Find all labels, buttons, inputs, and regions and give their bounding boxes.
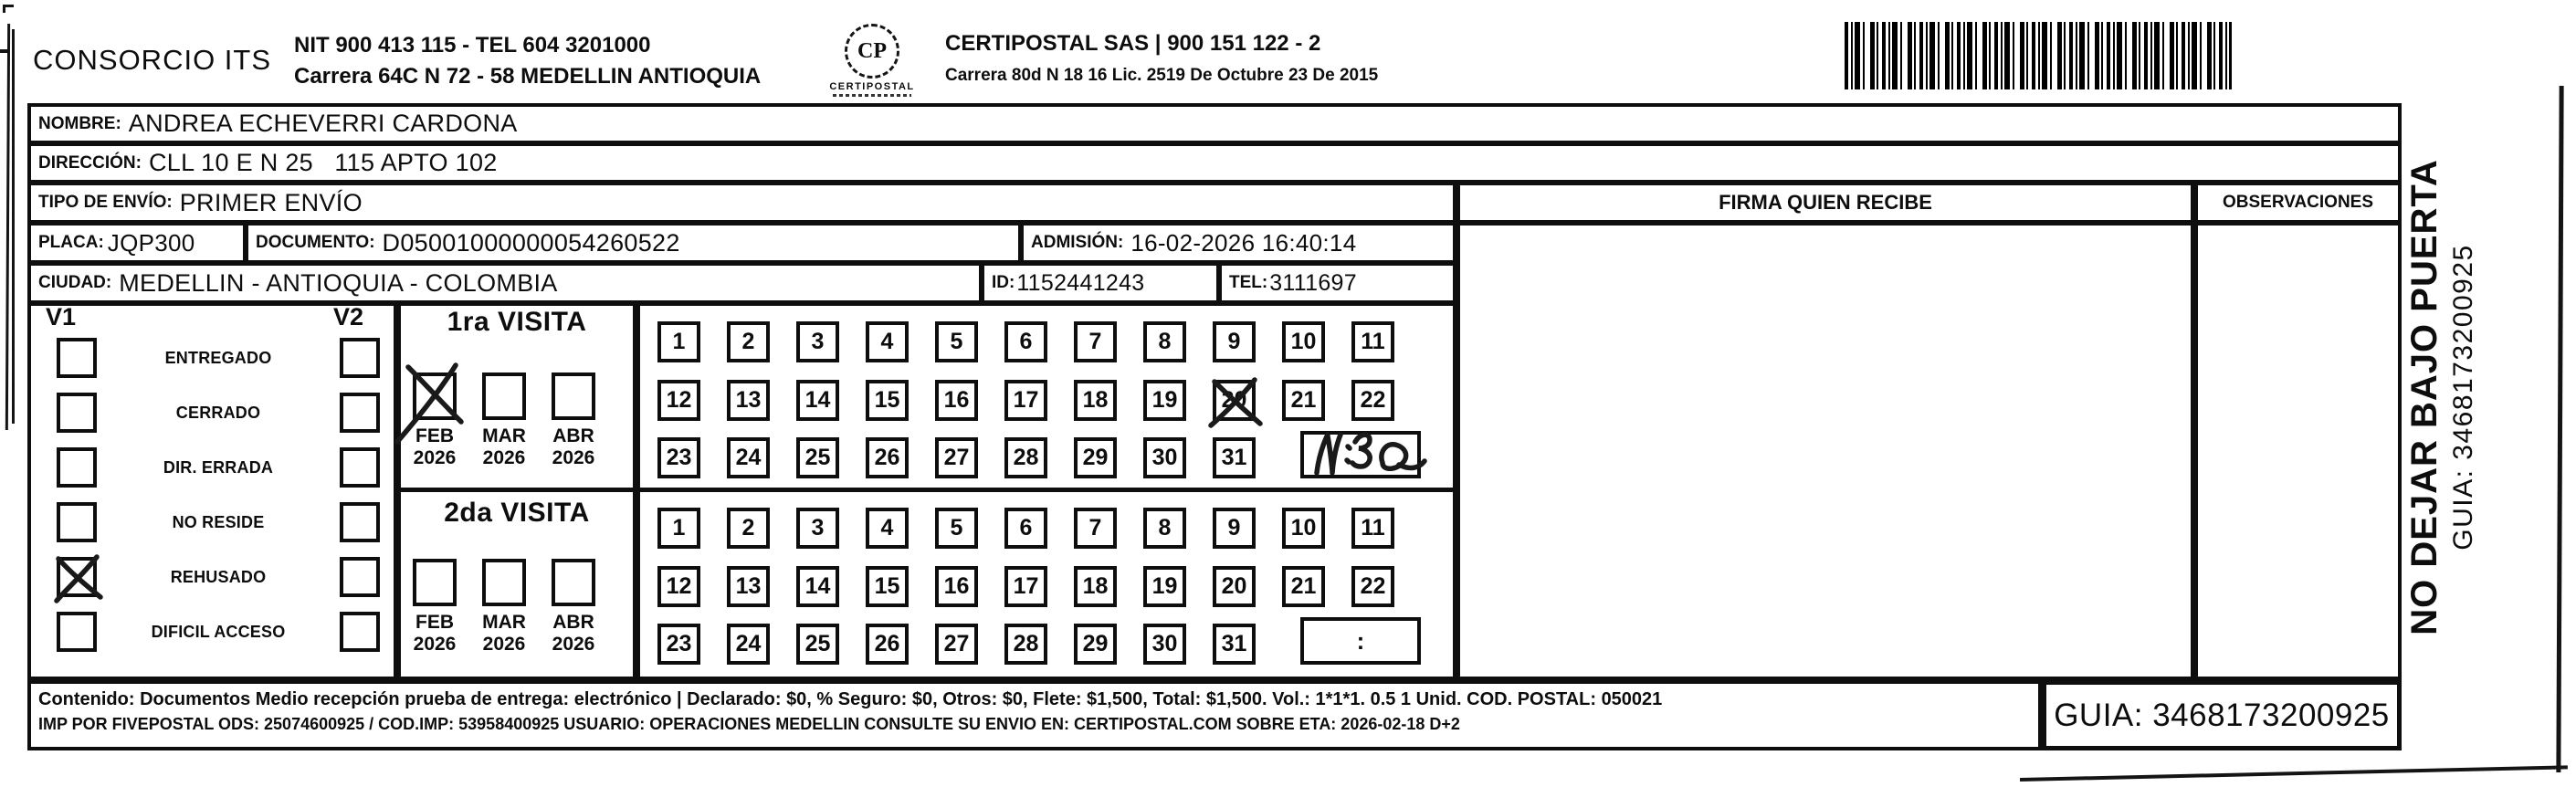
day-checkbox[interactable]: 19 <box>1143 566 1186 607</box>
day-checkbox[interactable]: 18 <box>1074 566 1117 607</box>
field-row-direccion <box>27 142 2402 184</box>
day-checkbox[interactable]: 13 <box>727 566 770 607</box>
admision-value: 16-02-2026 16:40:14 <box>1130 228 1357 257</box>
carrier-license-line: Carrera 80d N 18 16 Lic. 2519 De Octubre 23 De 2015 <box>945 66 1379 85</box>
day-checkbox[interactable]: 6 <box>1004 508 1047 549</box>
day-checkbox[interactable]: 25 <box>796 624 839 665</box>
day-checkbox[interactable]: 29 <box>1074 437 1117 478</box>
month-checkbox[interactable] <box>413 559 457 606</box>
day-checkbox[interactable]: 9 <box>1213 321 1256 362</box>
documento-label: DOCUMENTO: <box>256 233 375 252</box>
status-options-list <box>27 331 397 659</box>
month-label: FEB <box>415 425 454 446</box>
footer-content-line: Contenido: Documentos Medio recepción prueba de entrega: electrónico | Declarado: $0, % Seguro: $0, Otros: $0, Flete: $1,500, Total: $1,500. Vol.: 1*1*1. 0.5 1 Unid. COD. POSTAL: 050021 <box>38 689 1663 709</box>
day-checkbox[interactable]: 26 <box>866 624 909 665</box>
day-checkbox[interactable]: 2 <box>727 508 770 549</box>
month-label: MAR <box>482 612 526 633</box>
side-note <box>2403 82 2482 712</box>
day-checkbox[interactable]: 29 <box>1074 624 1117 665</box>
scan-artifact-right-edge <box>2556 86 2563 772</box>
day-checkbox[interactable]: 25 <box>796 437 839 478</box>
day-checkbox[interactable]: 20 <box>1213 380 1256 421</box>
first-visit-title: 1ra VISITA <box>447 307 587 337</box>
tel-label: TEL: <box>1229 273 1268 292</box>
v2-checkbox[interactable] <box>340 612 380 652</box>
second-visit-time-box[interactable]: : <box>1300 617 1421 665</box>
day-checkbox[interactable]: 14 <box>796 380 839 421</box>
placa-label: PLACA: <box>38 233 104 252</box>
day-checkbox[interactable]: 8 <box>1143 508 1186 549</box>
day-checkbox[interactable]: 16 <box>935 566 978 607</box>
handwritten-time-note <box>1300 422 1428 482</box>
day-checkbox[interactable]: 15 <box>866 380 909 421</box>
field-row-nombre <box>27 103 2402 144</box>
v2-checkbox[interactable] <box>340 338 380 378</box>
tel-value: 3111697 <box>1269 269 1357 296</box>
ciudad-value: MEDELLIN - ANTIOQUIA - COLOMBIA <box>119 268 558 297</box>
day-checkbox[interactable]: 24 <box>727 624 770 665</box>
v1-checkbox[interactable] <box>57 502 97 542</box>
placa-value: JQP300 <box>107 228 195 257</box>
status-option-row <box>27 604 397 659</box>
firma-quien-recibe-header: FIRMA QUIEN RECIBE <box>1456 182 2194 224</box>
first-visit-days-row1 <box>657 321 1394 362</box>
day-checkbox[interactable]: 9 <box>1213 508 1256 549</box>
month-year: 2026 <box>413 447 457 468</box>
day-checkbox[interactable]: 12 <box>657 566 700 607</box>
field-row-tipo-envio <box>27 182 1456 224</box>
status-option-row <box>27 440 397 495</box>
day-checkbox[interactable]: 11 <box>1351 508 1394 549</box>
day-checkbox[interactable]: 26 <box>866 437 909 478</box>
footer-content-cell <box>27 680 2042 750</box>
certipostal-logo-name: CERTIPOSTAL <box>829 81 915 92</box>
day-checkbox[interactable]: 1 <box>657 508 700 549</box>
day-checkbox[interactable]: 17 <box>1004 380 1047 421</box>
barcode-image <box>1845 22 2232 89</box>
month-year: 2026 <box>552 634 595 655</box>
month-year: 2026 <box>482 447 526 468</box>
month-year: 2026 <box>413 634 457 655</box>
sender-company-name: CONSORCIO ITS <box>33 44 272 76</box>
v1-checkbox[interactable] <box>57 447 97 488</box>
status-option-row <box>27 495 397 550</box>
field-id <box>981 262 1220 304</box>
certipostal-logo-monogram-icon: CP <box>845 24 899 79</box>
day-checkbox[interactable]: 6 <box>1004 321 1047 362</box>
month-option <box>469 559 539 656</box>
second-visit-months <box>400 559 608 656</box>
day-checkbox[interactable]: 17 <box>1004 566 1047 607</box>
day-checkbox[interactable]: 3 <box>796 321 839 362</box>
day-checkbox[interactable]: 31 <box>1213 437 1256 478</box>
day-checkbox[interactable]: 5 <box>935 321 978 362</box>
month-year: 2026 <box>552 447 595 468</box>
month-option <box>539 373 608 469</box>
day-checkbox[interactable]: 28 <box>1004 437 1047 478</box>
tipo-envio-value: PRIMER ENVÍO <box>179 188 363 216</box>
first-visit-days-row3 <box>657 437 1256 478</box>
scan-artifact-page-fold <box>2020 765 2568 782</box>
sender-nit-line: NIT 900 413 115 - TEL 604 3201000 <box>294 33 651 58</box>
first-visit-days-row2 <box>657 380 1394 421</box>
day-checkbox[interactable]: 20 <box>1213 566 1256 607</box>
day-checkbox[interactable]: 31 <box>1213 624 1256 665</box>
v2-checkbox[interactable] <box>340 502 380 542</box>
day-checkbox[interactable]: 2 <box>727 321 770 362</box>
day-checkbox[interactable]: 27 <box>935 437 978 478</box>
carrier-name-line: CERTIPOSTAL SAS | 900 151 122 - 2 <box>945 31 1321 56</box>
month-label: FEB <box>415 612 454 633</box>
v1-column-header: V1 <box>46 303 77 331</box>
month-label: MAR <box>482 425 526 446</box>
day-checkbox[interactable]: 8 <box>1143 321 1186 362</box>
firma-signature-area[interactable] <box>1456 222 2194 680</box>
second-visit-days-row3 <box>657 624 1256 665</box>
v1-checkbox[interactable] <box>57 393 97 433</box>
day-checkbox[interactable]: 23 <box>657 624 700 665</box>
second-visit-days-row1 <box>657 508 1394 549</box>
id-label: ID: <box>992 273 1015 292</box>
month-checkbox[interactable] <box>552 559 595 606</box>
day-checkbox[interactable]: 10 <box>1282 508 1325 549</box>
day-checkbox[interactable]: 5 <box>935 508 978 549</box>
status-option-label: NO RESIDE <box>172 512 265 531</box>
certipostal-logo <box>820 24 924 97</box>
observaciones-header: OBSERVACIONES <box>2194 182 2402 224</box>
field-ciudad <box>27 262 983 304</box>
month-label: ABR <box>552 425 594 446</box>
scan-artifact-left-edge <box>12 29 15 424</box>
day-checkbox[interactable]: 13 <box>727 380 770 421</box>
handwritten-x-rehusado <box>49 550 108 606</box>
day-checkbox[interactable]: 21 <box>1282 566 1325 607</box>
direccion-value: CLL 10 E N 25 115 APTO 102 <box>148 149 498 176</box>
status-option-label: DIR. ERRADA <box>163 457 274 477</box>
side-warning-text: NO DEJAR BAJO PUERTA <box>2404 159 2445 635</box>
status-option-row <box>27 331 397 385</box>
day-checkbox[interactable]: 4 <box>866 321 909 362</box>
month-label: ABR <box>552 612 594 633</box>
admision-label: ADMISIÓN: <box>1031 233 1124 252</box>
day-checkbox[interactable]: 19 <box>1143 380 1186 421</box>
ciudad-label: CIUDAD: <box>38 273 112 292</box>
day-checkbox[interactable]: 15 <box>866 566 909 607</box>
month-option <box>539 559 608 656</box>
v2-column-header: V2 <box>333 303 364 331</box>
day-checkbox[interactable]: 22 <box>1351 380 1394 421</box>
day-checkbox[interactable]: 30 <box>1143 624 1186 665</box>
second-visit-title: 2da VISITA <box>444 498 590 528</box>
field-placa <box>27 222 247 264</box>
status-option-label: REHUSADO <box>170 567 267 586</box>
tipo-envio-label: TIPO DE ENVÍO: <box>38 193 173 212</box>
day-checkbox[interactable]: 30 <box>1143 437 1186 478</box>
month-checkbox[interactable] <box>482 559 526 606</box>
day-checkbox[interactable]: 23 <box>657 437 700 478</box>
month-checkbox[interactable] <box>552 373 595 420</box>
documento-value: D05001000000054260522 <box>382 228 680 257</box>
status-option-label: ENTREGADO <box>164 348 272 367</box>
v2-checkbox[interactable] <box>340 393 380 433</box>
day-checkbox[interactable]: 28 <box>1004 624 1047 665</box>
handwritten-x-day-20 <box>1204 373 1267 433</box>
visit-section-divider <box>397 488 1456 492</box>
v2-checkbox[interactable] <box>340 557 380 597</box>
field-admision <box>1020 222 1456 264</box>
nombre-value: ANDREA ECHEVERRI CARDONA <box>128 110 518 137</box>
day-checkbox[interactable]: 24 <box>727 437 770 478</box>
day-checkbox[interactable]: 11 <box>1351 321 1394 362</box>
month-checkbox[interactable] <box>482 373 526 420</box>
field-documento <box>245 222 1022 264</box>
day-checkbox[interactable]: 21 <box>1282 380 1325 421</box>
field-tel <box>1218 262 1456 304</box>
month-year: 2026 <box>482 634 526 655</box>
status-option-label: DIFICIL ACCESO <box>151 622 286 641</box>
day-checkbox[interactable]: 7 <box>1074 321 1117 362</box>
day-checkbox[interactable]: 1 <box>657 321 700 362</box>
day-checkbox[interactable]: 3 <box>796 508 839 549</box>
day-checkbox[interactable]: 14 <box>796 566 839 607</box>
side-guia-number: GUIA: 3468173200925 <box>2448 244 2478 551</box>
day-checkbox[interactable]: 12 <box>657 380 700 421</box>
day-checkbox[interactable]: 27 <box>935 624 978 665</box>
day-checkbox[interactable]: 10 <box>1282 321 1325 362</box>
day-checkbox[interactable]: 7 <box>1074 508 1117 549</box>
month-option <box>469 373 539 469</box>
day-checkbox[interactable]: 18 <box>1074 380 1117 421</box>
month-option <box>400 559 469 656</box>
v1-checkbox[interactable] <box>57 338 97 378</box>
id-value: 1152441243 <box>1016 269 1145 296</box>
day-checkbox[interactable]: 16 <box>935 380 978 421</box>
v2-checkbox[interactable] <box>340 447 380 488</box>
second-visit-days-row2 <box>657 566 1394 607</box>
v1-checkbox[interactable] <box>57 612 97 652</box>
direccion-label: DIRECCIÓN: <box>38 152 142 173</box>
guia-number-box: GUIA: 3468173200925 <box>2042 680 2402 750</box>
certipostal-logo-tagline <box>833 94 911 97</box>
scan-artifact-corner <box>3 5 5 13</box>
status-option-row <box>27 385 397 440</box>
day-checkbox[interactable]: 22 <box>1351 566 1394 607</box>
sender-address-line: Carrera 64C N 72 - 58 MEDELLIN ANTIOQUIA <box>294 64 762 89</box>
scan-artifact-left-edge <box>5 24 10 430</box>
nombre-label: NOMBRE: <box>38 113 121 133</box>
status-option-label: CERRADO <box>175 403 261 422</box>
handwritten-x-month-feb <box>388 358 475 449</box>
day-checkbox[interactable]: 4 <box>866 508 909 549</box>
observaciones-area[interactable] <box>2194 222 2402 680</box>
footer-imp-line: IMP POR FIVEPOSTAL ODS: 25074600925 / COD.IMP: 53958400925 USUARIO: OPERACIONES MEDELLIN CONSULTE SU ENVIO EN: CERTIPOSTAL.COM SOBRE ETA: 2026-02-18 D+2 <box>38 715 1460 733</box>
scan-artifact-left-tick <box>0 49 9 53</box>
